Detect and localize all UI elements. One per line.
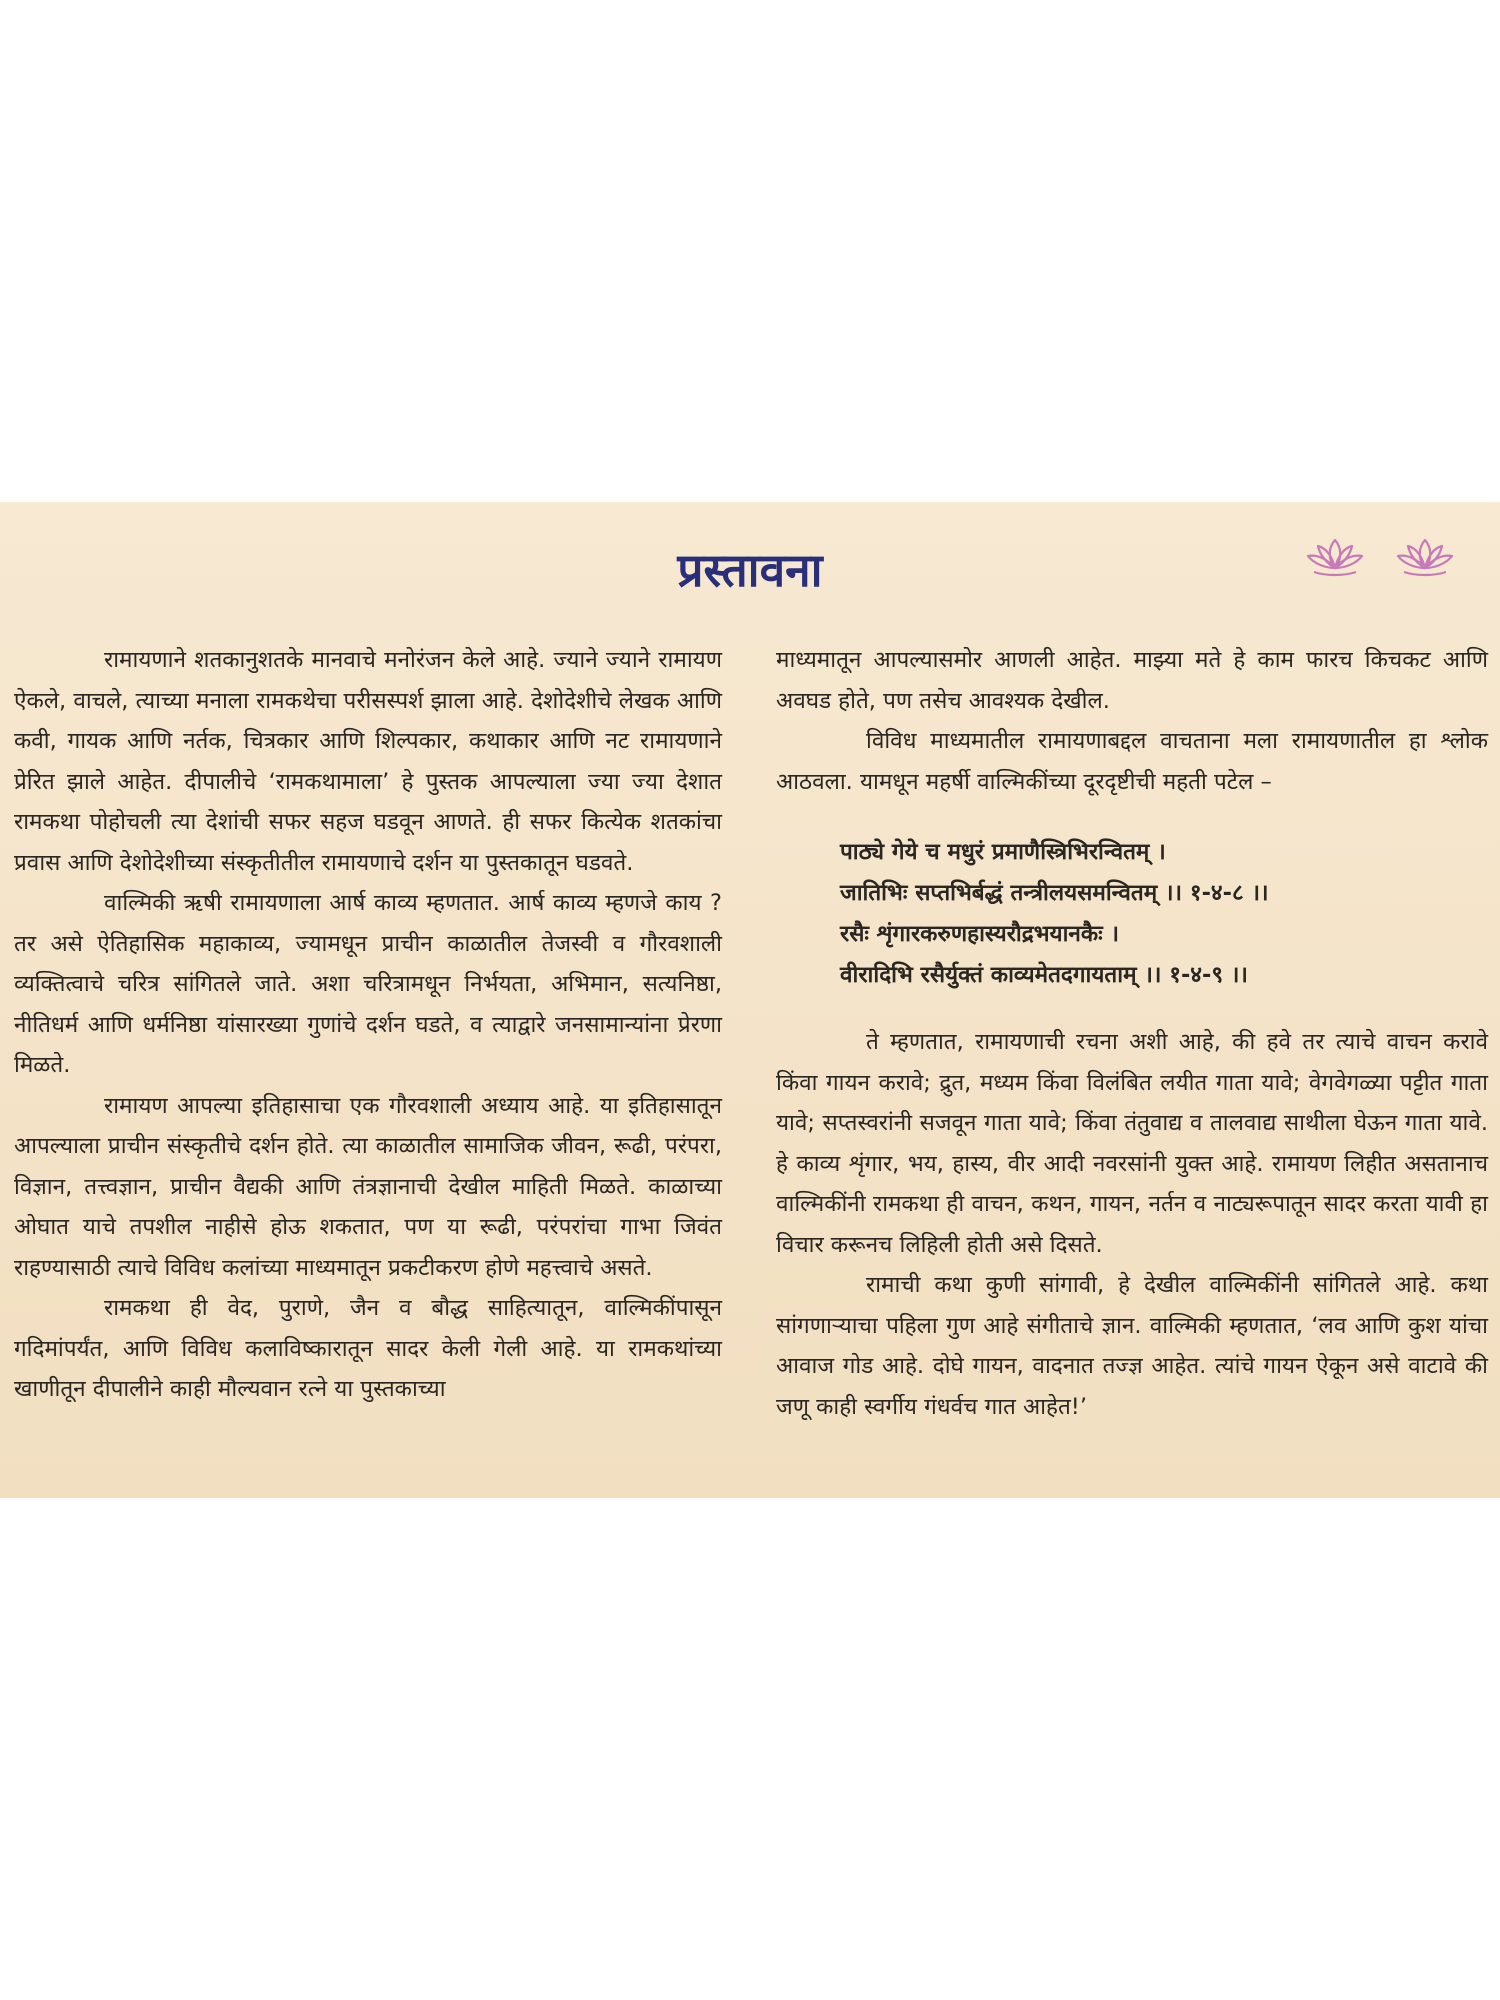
lotus-icon — [1306, 534, 1364, 578]
paragraph: वाल्मिकी ऋषी रामायणाला आर्ष काव्य म्हणतात. आर्ष काव्य म्हणजे काय ? तर असे ऐतिहासिक महाकाव्य, ज्यामधून प्राचीन काळातील तेजस्वी व गौरवशाली व्यक्तित्वाचे चरित्र सांगितले जाते. अशा चरित्रामधून निर्भयता, अभिमान, सत्यनिष्ठा, नीतिधर्म आणि धर्मनिष्ठा यांसारख्या गुणांचे दर्शन घडते, व त्याद्वारे जनसामान्यांना प्रेरणा मिळते. — [14, 890, 722, 1078]
verse-line: वीरादिभि रसैर्युक्तं काव्यमेतदगायताम् ।। १-४-९ ।। — [840, 962, 1248, 988]
verse-line: पाठ्ये गेये च मधुरं प्रमाणैस्त्रिभिरन्वितम् । — [840, 839, 1166, 865]
lotus-icon — [1396, 534, 1454, 578]
paragraph: ते म्हणतात, रामायणाची रचना अशी आहे, की हवे तर त्याचे वाचन करावे किंवा गायन करावे; द्रुत, मध्यम किंवा विलंबित लयीत गाता यावे; वेगवेगळ्या पट्टीत गाता यावे; सप्तस्वरांनी सजवून गाता यावे; किंवा तंतुवाद्य व तालवाद्य साथीला घेऊन गाता यावे. हे काव्य शृंगार, भय, हास्य, वीर आदी नवरसांनी युक्त आहे. रामायण लिहीत असतानाच वाल्मिकींनी रामकथा ही वाचन, कथन, गायन, नर्तन व नाट्यरूपातून सादर करता यावी हा विचार करूनच लिहिली होती असे दिसते. — [776, 1029, 1488, 1258]
paragraph: माध्यमातून आपल्यासमोर आणली आहेत. माझ्या मते हे काम फारच किचकट आणि अवघड होते, पण तसेच आवश्यक देखील. — [776, 647, 1488, 714]
left-column — [14, 640, 722, 1410]
page-title: प्रस्तावना — [677, 543, 823, 597]
sanskrit-verse — [840, 832, 1488, 996]
verse-line: जातिभिः सप्तभिर्बद्धं तन्त्रीलयसमन्वितम् ।। १-४-८ ।। — [840, 880, 1269, 906]
verse-line: रसैः शृंगारकरुणहास्यरौद्रभयानकैः । — [840, 921, 1120, 947]
paragraph: रामायण आपल्या इतिहासाचा एक गौरवशाली अध्याय आहे. या इतिहासातून आपल्याला प्राचीन संस्कृतीचे दर्शन होते. त्या काळातील सामाजिक जीवन, रूढी, परंपरा, विज्ञान, तत्त्वज्ञान, प्राचीन वैद्यकी आणि तंत्रज्ञानाची देखील माहिती मिळते. काळाच्या ओघात याचे तपशील नाहीसे होऊ शकतात, पण या रूढी, परंपरांचा गाभा जिवंत राहण्यासाठी त्याचे विविध कलांच्या माध्यमातून प्रकटीकरण होणे महत्त्वाचे असते. — [14, 1092, 722, 1281]
book-page — [0, 502, 1500, 1498]
right-column — [776, 640, 1488, 1427]
paragraph: रामाची कथा कुणी सांगावी, हे देखील वाल्मिकींनी सांगितले आहे. कथा सांगणाऱ्याचा पहिला गुण आहे संगीताचे ज्ञान. वाल्मिकी म्हणतात, ‘लव आणि कुश यांचा आवाज गोड आहे. दोघे गायन, वादनात तज्ज्ञ आहेत. त्यांचे गायन ऐकून असे वाटावे की जणू काही स्वर्गीय गंधर्वच गात आहेत!’ — [776, 1272, 1488, 1420]
paragraph: विविध माध्यमातील रामायणाबद्दल वाचताना मला रामायणातील हा श्लोक आठवला. यामधून महर्षी वाल्मिकींच्या दूरदृष्टीची महती पटेल – — [776, 728, 1488, 795]
paragraph: रामकथा ही वेद, पुराणे, जैन व बौद्ध साहित्यातून, वाल्मिकींपासून गदिमांपर्यंत, आणि विविध कलाविष्कारातून सादर केली गेली आहे. या रामकथांच्या खाणीतून दीपालीने काही मौल्यवान रत्ने या पुस्तकाच्या — [14, 1295, 722, 1402]
paragraph: रामायणाने शतकानुशतके मानवाचे मनोरंजन केले आहे. ज्याने ज्याने रामायण ऐकले, वाचले, त्याच्या मनाला रामकथेचा परीसस्पर्श झाला आहे. देशोदेशीचे लेखक आणि कवी, गायक आणि नर्तक, चित्रकार आणि शिल्पकार, कथाकार आणि नट रामायणाने प्रेरित झाले आहेत. दीपालीचे ‘रामकथामाला’ हे पुस्तक आपल्याला ज्या ज्या देशात रामकथा पोहोचली त्या देशांची सफर सहज घडवून आणते. ही सफर कित्येक शतकांचा प्रवास आणि देशोदेशीच्या संस्कृतीतील रामायणाचे दर्शन या पुस्तकातून घडवते. — [14, 647, 722, 876]
